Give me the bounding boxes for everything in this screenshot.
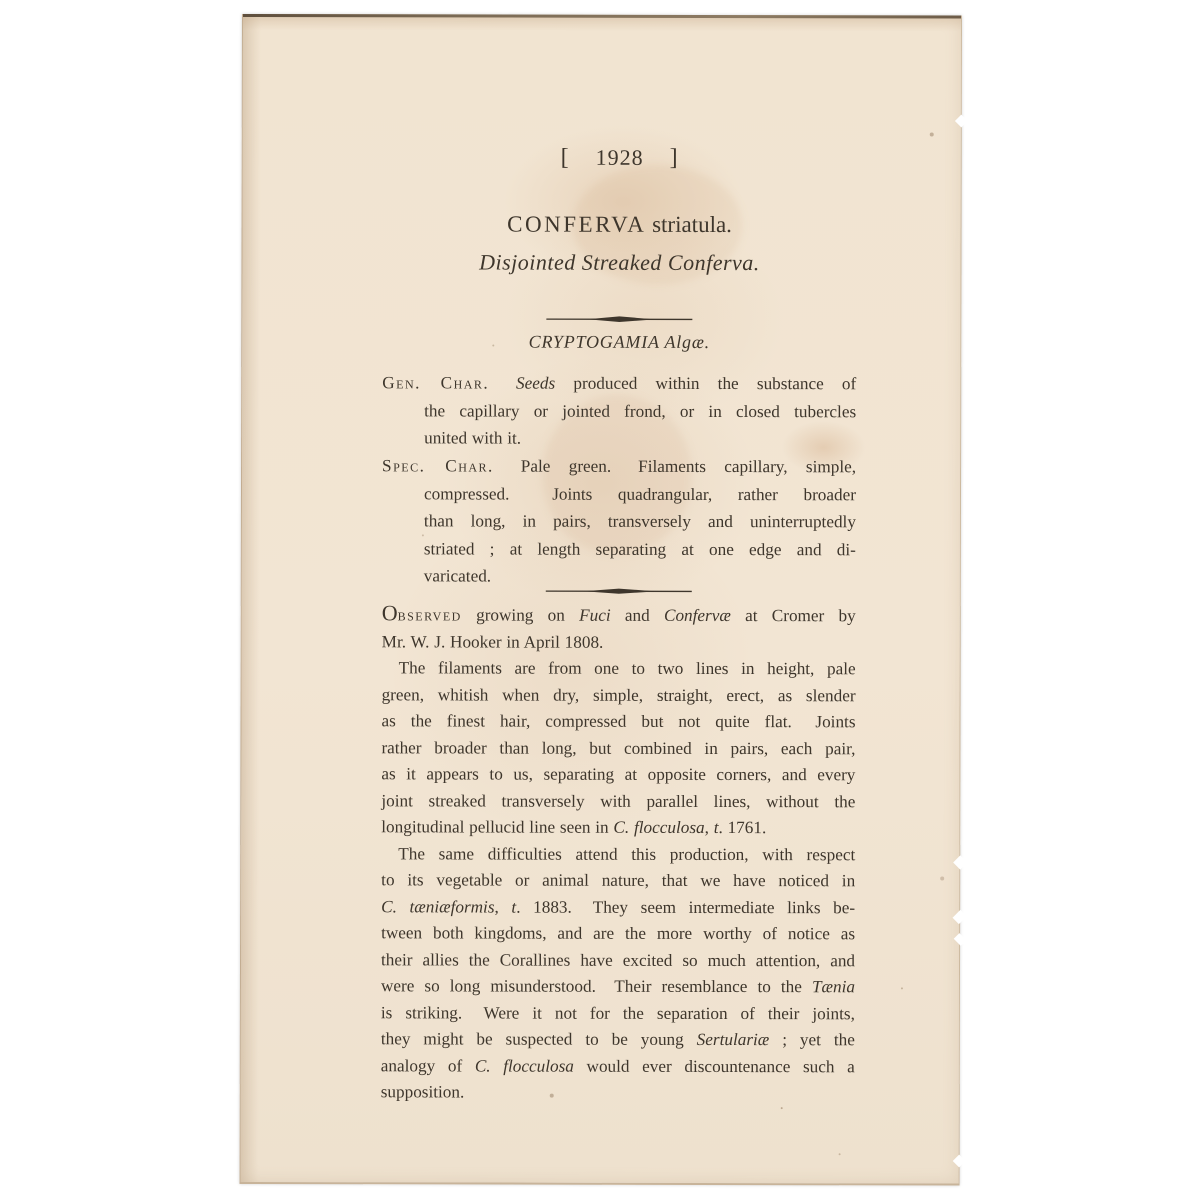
text-line: green, whitish when dry, simple, straight, erect, as slender [381,684,856,705]
body-text [381,602,856,1106]
text-line: tween both kingdoms, and are the more worthy of notice as [381,923,856,944]
text-line: than long, in pairs, transversely and uninterruptedly [423,511,856,532]
text-line: supposition. [380,1082,465,1102]
classification-line: CRYPTOGAMIA Algæ. [528,331,710,352]
text-line: as it appears to us, separating at opposite corners, and every [381,764,856,785]
text-line: they might be suspected to be young Sertulariæ ; yet the [380,1029,855,1050]
text-line: C. tæniæformis, t. 1883. They seem intermediate links be- [381,896,856,917]
text-line: Spec. Char. Pale green. Filaments capillary, simple, [382,456,857,477]
specific-character-block [382,452,856,590]
text-line: The filaments are from one to two lines in height, pale [398,658,856,679]
common-name-subtitle: Disjointed Streaked Conferva. [479,249,760,276]
divider-ornament [382,310,856,329]
text-line: longitudinal pellucid line seen in C. flocculosa, t. 1761. [381,817,767,838]
text-line: united with it. [424,428,522,448]
text-line: is striking. Were it not for the separation of their joints, [380,1002,855,1023]
text-line: compressed. Joints quadrangular, rather broader [423,483,857,504]
text-line: The same difficulties attend this production, with respect [398,843,856,864]
folio-line [383,144,857,172]
page-number: 1928 [595,144,644,170]
text-line: Mr. W. J. Hooker in April 1808. [381,631,604,652]
text-line: the capillary or jointed frond, or in closed tubercles [424,400,857,421]
text-line: as the finest hair, compressed but not quite flat. Joints [381,711,856,732]
divider-ornament [382,582,856,601]
paragraph-difficulties [381,841,856,1107]
scanned-page-sheet [240,14,962,1186]
generic-character-block [382,369,856,452]
genus-name: CONFERVA [507,211,647,237]
text-line: rather broader than long, but combined in pairs, each pair, [381,737,856,758]
lens-rule-icon [544,315,694,324]
folio-left-bracket: [ [560,144,570,171]
text-line: joint streaked transversely with parallel lines, without the [381,790,856,811]
species-epithet: striatula. [646,211,732,238]
text-line: striated ; at length separating at one edge and di- [423,538,856,559]
folio-right-bracket: ] [669,144,679,171]
text-line: Gen. Char. Seeds produced within the substance of [382,373,857,394]
text-line: Observed growing on Fuci and Confervæ at Cromer by [381,600,856,626]
paragraph-filaments [381,655,855,841]
paragraph-observed [382,602,856,656]
species-title [383,211,857,238]
page-content [241,14,961,1184]
text-line: their allies the Corallines have excited so much attention, and [381,949,856,970]
text-line: analogy of C. flocculosa would ever discountenance such a [380,1055,855,1076]
lens-rule-icon [544,587,694,596]
text-line: were so long misunderstood. Their resemblance to the Tænia [380,976,855,997]
text-line: to its vegetable or animal nature, that we have noticed in [381,870,856,891]
text-line: varicated. [423,566,492,586]
